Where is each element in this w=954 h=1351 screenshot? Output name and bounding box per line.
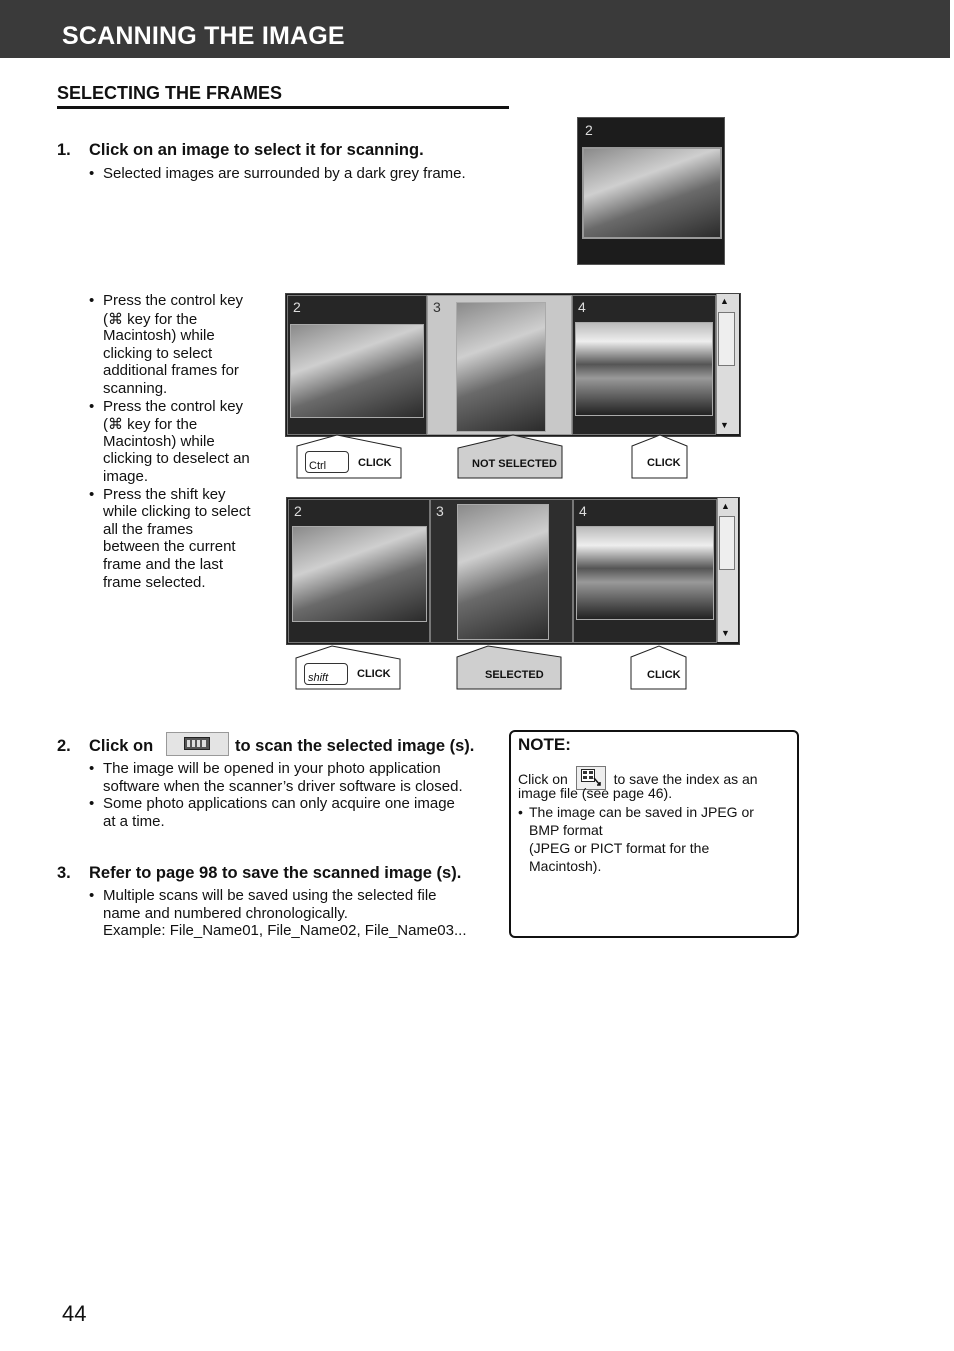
callout-label: SELECTED bbox=[485, 669, 544, 681]
note-bullet-line: BMP format bbox=[529, 822, 603, 838]
frame-4[interactable] bbox=[573, 499, 717, 643]
bullet-dot: • bbox=[518, 804, 523, 820]
step-1-bullet: • Selected images are surrounded by a dark grey frame. bbox=[89, 165, 466, 182]
callout-label: CLICK bbox=[647, 669, 681, 681]
bullet-line: software when the scanner’s driver software is closed. bbox=[103, 777, 463, 795]
instruction-line: clicking to select bbox=[103, 344, 213, 362]
step-2-bullets bbox=[89, 760, 509, 830]
callout-click-right bbox=[632, 658, 686, 688]
instruction-line: image. bbox=[103, 468, 149, 485]
page-title: SCANNING THE IMAGE bbox=[62, 22, 345, 50]
bullet-line: at a time. bbox=[103, 812, 165, 830]
frame-number: 2 bbox=[293, 299, 301, 315]
scroll-thumb[interactable] bbox=[718, 312, 735, 366]
bullet-dot: • bbox=[89, 887, 95, 904]
frame-photo bbox=[290, 324, 424, 418]
ctrl-key-icon: Ctrl bbox=[305, 451, 349, 473]
frame-2[interactable] bbox=[287, 295, 427, 435]
instruction-line: scanning. bbox=[103, 380, 168, 397]
step-2-number: 2. bbox=[57, 737, 71, 755]
bullet-line: name and numbered chronologically. bbox=[103, 904, 348, 922]
note-bullet-line: Macintosh). bbox=[529, 858, 602, 874]
bullet-dot: • bbox=[89, 292, 95, 309]
note-line-2: image file (see page 46). bbox=[518, 785, 673, 801]
callout-selected bbox=[458, 658, 560, 688]
callout-label: CLICK bbox=[647, 457, 681, 469]
save-index-icon bbox=[581, 769, 601, 786]
note-box bbox=[509, 730, 799, 938]
section-title: SELECTING THE FRAMES bbox=[57, 83, 283, 103]
instruction-line: (⌘ key for the bbox=[103, 416, 198, 434]
frame-photo bbox=[582, 147, 722, 239]
step-1-number: 1. bbox=[57, 141, 71, 159]
bullet-dot: • bbox=[89, 485, 95, 503]
sample-selected-frame bbox=[577, 117, 725, 265]
bullet-dot: • bbox=[89, 795, 95, 813]
scroll-down-icon[interactable]: ▼ bbox=[720, 420, 729, 430]
bullet-line: The image will be opened in your photo application bbox=[103, 760, 441, 777]
instruction-line: all the frames bbox=[103, 520, 194, 538]
note-bullet-line: The image can be saved in JPEG or bbox=[529, 804, 754, 820]
step-1-bullet-text: Selected images are surrounded by a dark grey frame. bbox=[103, 165, 466, 182]
scan-button-icon bbox=[184, 737, 210, 750]
frame-3[interactable] bbox=[427, 295, 572, 435]
scroll-down-icon[interactable]: ▼ bbox=[721, 628, 730, 638]
instruction-line: frame selected. bbox=[103, 573, 206, 591]
frame-number: 2 bbox=[294, 503, 302, 519]
instruction-line: while clicking to select bbox=[103, 503, 251, 521]
callout-label: CLICK bbox=[357, 668, 391, 680]
frame-photo bbox=[457, 504, 549, 640]
instruction-line: clicking to deselect an bbox=[103, 450, 250, 468]
instruction-line: (⌘ key for the bbox=[103, 310, 198, 328]
frame-4[interactable] bbox=[572, 295, 716, 435]
frame-2[interactable] bbox=[288, 499, 430, 643]
frame-number: 3 bbox=[433, 299, 441, 315]
instruction-line: Macintosh) while bbox=[103, 432, 215, 450]
note-line-1: Click on to save the index as an bbox=[518, 766, 758, 790]
page-number: 44 bbox=[62, 1301, 87, 1326]
callout-label: CLICK bbox=[358, 457, 392, 469]
note-bullet bbox=[518, 803, 793, 883]
instruction-line: Press the shift key bbox=[103, 485, 226, 503]
step-2 bbox=[57, 737, 507, 759]
instruction-line: Press the control key bbox=[103, 397, 244, 415]
scan-button[interactable] bbox=[166, 732, 229, 756]
panel-selected bbox=[286, 497, 740, 645]
frame-3[interactable] bbox=[430, 499, 573, 643]
bullet-line: Some photo applications can only acquire one image bbox=[103, 795, 455, 813]
scroll-thumb[interactable] bbox=[719, 516, 735, 570]
step-2-text-after: to scan the selected image (s). bbox=[235, 737, 475, 755]
section-rule bbox=[57, 106, 509, 109]
scroll-up-icon[interactable]: ▲ bbox=[720, 296, 729, 306]
step-1 bbox=[57, 141, 517, 163]
instruction-line: between the current bbox=[103, 538, 236, 556]
bullet-dot: • bbox=[89, 760, 95, 777]
scroll-up-icon[interactable]: ▲ bbox=[721, 501, 730, 511]
frame-number: 3 bbox=[436, 503, 444, 519]
instruction-list bbox=[89, 292, 274, 597]
frame-photo bbox=[292, 526, 427, 622]
step-1-text: Click on an image to select it for scanning. bbox=[89, 141, 424, 159]
callout-click-right bbox=[633, 446, 687, 476]
instruction-line: Macintosh) while bbox=[103, 327, 215, 345]
step-3 bbox=[57, 864, 507, 886]
step-3-number: 3. bbox=[57, 864, 71, 882]
frame-photo bbox=[575, 322, 713, 416]
shift-key-icon: shift bbox=[304, 663, 348, 685]
scrollbar[interactable] bbox=[717, 498, 738, 642]
step-3-text: Refer to page 98 to save the scanned image (s). bbox=[89, 864, 462, 882]
callout-label: NOT SELECTED bbox=[472, 458, 557, 470]
frame-number: 2 bbox=[585, 122, 593, 138]
instruction-line: additional frames for bbox=[103, 362, 239, 380]
panel-not-selected bbox=[285, 293, 741, 437]
callout-ctrl-click bbox=[298, 446, 402, 476]
instruction-line: frame and the last bbox=[103, 556, 224, 573]
bullet-line: Example: File_Name01, File_Name02, File_Name03... bbox=[103, 922, 467, 940]
bullet-line: Multiple scans will be saved using the selected file bbox=[103, 887, 437, 904]
frame-photo bbox=[456, 302, 546, 432]
note-title: NOTE: bbox=[518, 735, 571, 754]
frame-number: 4 bbox=[578, 299, 586, 315]
frame-number: 4 bbox=[579, 503, 587, 519]
note-bullet-line: (JPEG or PICT format for the bbox=[529, 840, 710, 856]
callout-shift-click bbox=[297, 658, 401, 688]
callout-not-selected bbox=[459, 446, 561, 476]
step-2-text-before: Click on bbox=[89, 737, 154, 755]
frame-photo bbox=[576, 526, 714, 620]
instruction-line: Press the control key bbox=[103, 292, 244, 309]
scrollbar[interactable] bbox=[716, 294, 739, 434]
bullet-dot: • bbox=[89, 397, 95, 415]
step-3-bullets bbox=[89, 887, 509, 943]
